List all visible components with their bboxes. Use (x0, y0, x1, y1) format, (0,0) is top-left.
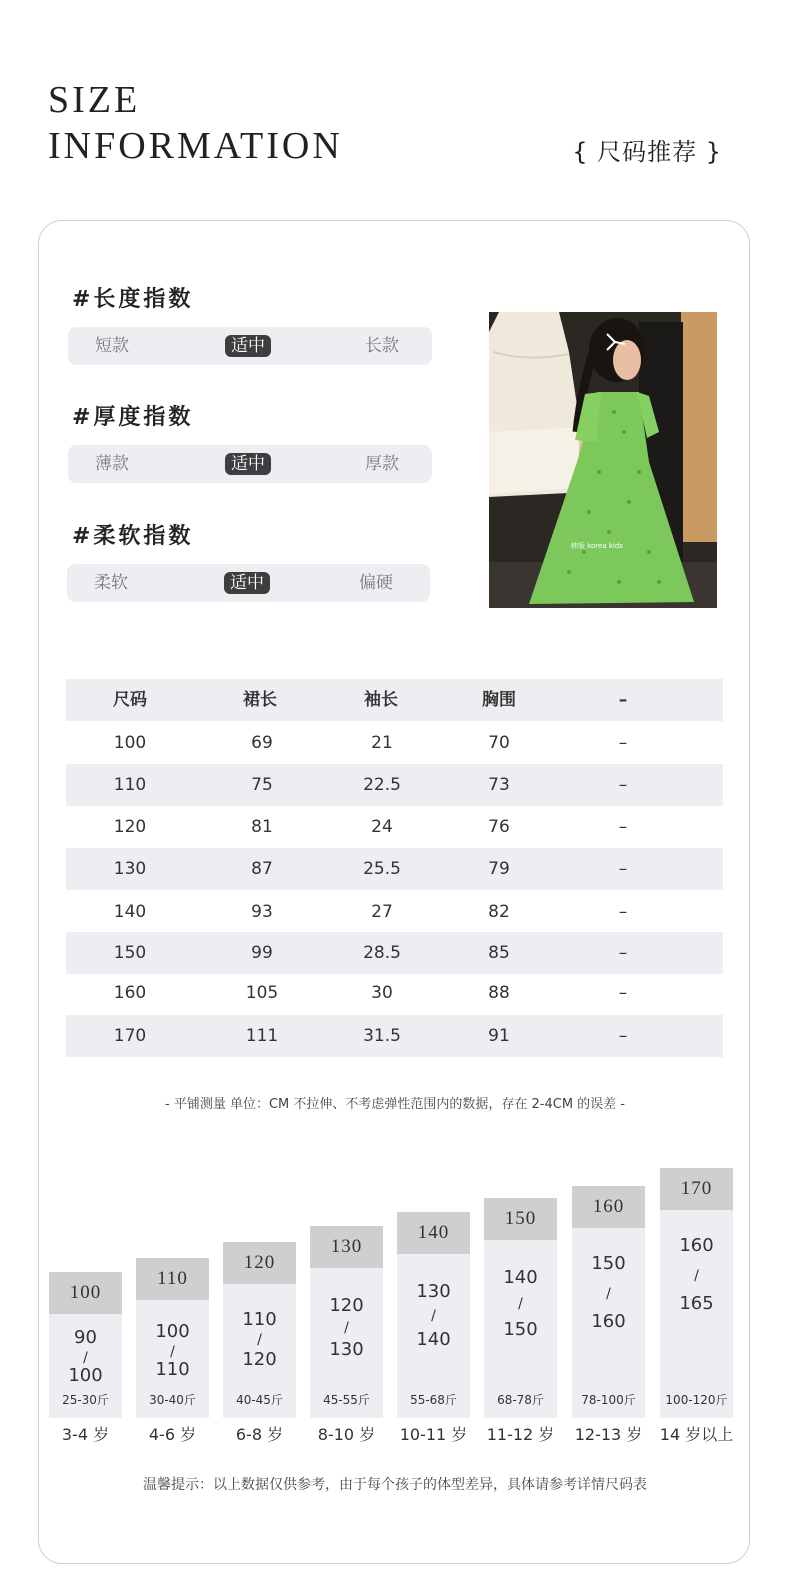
cell-sleeve-length: 25.5 (363, 859, 401, 879)
cell-size: 120 (113, 817, 147, 837)
cell-skirt-length: 105 (245, 983, 279, 1003)
softness-index-title: #柔软指数 (72, 524, 194, 549)
weight-range: 55-68斤 (410, 1393, 457, 1407)
thickness-index-bar (68, 445, 432, 483)
weight-range: 78-100斤 (581, 1393, 636, 1407)
weight-range: 30-40斤 (149, 1393, 196, 1407)
height-range-high: 150 (503, 1319, 538, 1340)
height-range-low: 150 (591, 1253, 626, 1274)
weight-range: 68-78斤 (497, 1393, 544, 1407)
table-row (66, 722, 723, 764)
title-information: INFORMATION (48, 125, 343, 167)
cell-size: 100 (113, 733, 147, 753)
range-separator: / (170, 1344, 175, 1360)
cell-sleeve-length: 31.5 (363, 1026, 401, 1046)
range-separator: / (431, 1308, 436, 1324)
cell-chest: 76 (488, 817, 510, 837)
photo-watermark: 韩版 korea kids (571, 542, 623, 550)
height-range-high: 130 (329, 1339, 364, 1360)
girl-green-dress-illustration (489, 312, 717, 608)
table-row (66, 764, 723, 806)
title-size: SIZE (48, 79, 141, 121)
cell-chest: 85 (488, 943, 510, 963)
age-label: 11-12 岁 (486, 1425, 555, 1444)
height-range-high: 160 (591, 1311, 626, 1332)
cell-size: 140 (113, 902, 147, 922)
age-label: 3-4 岁 (61, 1425, 110, 1444)
softness-option-medium-selected: 适中 (224, 572, 270, 594)
header-chest: 胸围 (482, 690, 516, 710)
cell-skirt-length: 75 (251, 775, 273, 795)
range-separator: / (606, 1286, 611, 1302)
thickness-index-title: #厚度指数 (72, 405, 194, 430)
height-column (659, 1168, 734, 1444)
table-row (66, 932, 723, 974)
height-range-low: 90 (74, 1327, 97, 1348)
age-label: 12-13 岁 (574, 1425, 643, 1444)
range-separator: / (257, 1332, 262, 1348)
weight-range: 45-55斤 (323, 1393, 370, 1407)
height-range-high: 140 (416, 1329, 451, 1350)
thickness-option-thick: 厚款 (365, 454, 399, 474)
column-size-label: 170 (660, 1168, 733, 1210)
header-extra: – (618, 690, 628, 710)
height-range-low: 120 (329, 1295, 364, 1316)
table-row (66, 891, 723, 933)
footer-tip: 温馨提示：以上数据仅供参考，由于每个孩子的体型差异，具体请参考详情尺码表 (143, 1477, 647, 1493)
height-range-low: 100 (155, 1321, 190, 1342)
height-range-low: 130 (416, 1281, 451, 1302)
softness-index-bar (67, 564, 430, 602)
cell-sleeve-length: 22.5 (363, 775, 401, 795)
column-size-label: 100 (49, 1272, 122, 1314)
column-body (310, 1268, 383, 1418)
cell-extra: – (618, 859, 628, 879)
cell-chest: 82 (488, 902, 510, 922)
column-body (397, 1254, 470, 1418)
height-column (223, 1242, 296, 1444)
table-row (66, 848, 723, 890)
subtitle-size-recommend: { 尺码推荐 } (572, 138, 722, 166)
cell-skirt-length: 87 (251, 859, 273, 879)
cell-extra: – (618, 733, 628, 753)
column-size-label: 150 (484, 1198, 557, 1240)
cell-skirt-length: 111 (245, 1026, 279, 1046)
product-photo (489, 312, 717, 608)
cell-extra: – (618, 1026, 628, 1046)
column-body (660, 1210, 733, 1418)
cell-chest: 88 (488, 983, 510, 1003)
range-separator: / (344, 1320, 349, 1336)
column-body (484, 1240, 557, 1418)
height-range-high: 100 (68, 1365, 103, 1386)
weight-range: 100-120斤 (665, 1393, 728, 1407)
column-size-label: 130 (310, 1226, 383, 1268)
table-row (66, 806, 723, 848)
cell-extra: – (618, 902, 628, 922)
size-table-header (66, 679, 723, 721)
header-sleeve-length: 袖长 (364, 690, 398, 710)
cell-size: 150 (113, 943, 147, 963)
cell-extra: – (618, 817, 628, 837)
age-label: 4-6 岁 (148, 1425, 197, 1444)
cell-size: 110 (113, 775, 147, 795)
column-body (223, 1284, 296, 1418)
cell-skirt-length: 81 (251, 817, 273, 837)
age-label: 6-8 岁 (235, 1425, 284, 1444)
column-body (572, 1228, 645, 1418)
age-label: 14 岁以上 (659, 1425, 734, 1444)
height-column (484, 1198, 557, 1444)
cell-skirt-length: 99 (251, 943, 273, 963)
column-size-label: 160 (572, 1186, 645, 1228)
softness-option-soft: 柔软 (94, 573, 128, 593)
softness-option-stiff: 偏硬 (359, 573, 393, 593)
length-option-long: 长款 (365, 336, 399, 356)
length-option-medium-selected: 适中 (225, 335, 271, 357)
height-range-high: 110 (155, 1359, 190, 1380)
header-skirt-length: 裙长 (243, 690, 277, 710)
cell-sleeve-length: 24 (371, 817, 393, 837)
header-size: 尺码 (113, 690, 147, 710)
height-column (397, 1212, 470, 1444)
range-separator: / (518, 1296, 523, 1312)
range-separator: / (694, 1268, 699, 1284)
thickness-option-thin: 薄款 (95, 454, 129, 474)
table-row (66, 972, 723, 1014)
cell-extra: – (618, 983, 628, 1003)
cell-size: 170 (113, 1026, 147, 1046)
length-option-short: 短款 (95, 336, 129, 356)
column-size-label: 140 (397, 1212, 470, 1254)
height-range-high: 165 (679, 1293, 714, 1314)
cell-sleeve-length: 21 (371, 733, 393, 753)
cell-extra: – (618, 943, 628, 963)
height-range-low: 110 (242, 1309, 277, 1330)
column-size-label: 110 (136, 1258, 209, 1300)
height-column (49, 1272, 122, 1444)
cell-sleeve-length: 27 (371, 902, 393, 922)
thickness-option-medium-selected: 适中 (225, 453, 271, 475)
height-range-high: 120 (242, 1349, 277, 1370)
cell-skirt-length: 69 (251, 733, 273, 753)
cell-chest: 73 (488, 775, 510, 795)
cell-sleeve-length: 28.5 (363, 943, 401, 963)
cell-chest: 91 (488, 1026, 510, 1046)
cell-chest: 70 (488, 733, 510, 753)
height-column (136, 1258, 209, 1444)
cell-chest: 79 (488, 859, 510, 879)
range-separator: / (83, 1350, 88, 1366)
column-body (49, 1314, 122, 1418)
measurement-note: - 平铺测量 单位：CM 不拉伸、不考虑弹性范围内的数据，存在 2-4CM 的误差 - (165, 1097, 625, 1112)
weight-range: 40-45斤 (236, 1393, 283, 1407)
cell-sleeve-length: 30 (371, 983, 393, 1003)
height-range-low: 140 (503, 1267, 538, 1288)
length-index-title: #长度指数 (72, 287, 194, 312)
column-body (136, 1300, 209, 1418)
height-column (572, 1186, 645, 1444)
cell-size: 130 (113, 859, 147, 879)
height-column (310, 1226, 383, 1444)
cell-size: 160 (113, 983, 147, 1003)
age-label: 8-10 岁 (317, 1425, 376, 1444)
length-index-bar (68, 327, 432, 365)
column-size-label: 120 (223, 1242, 296, 1284)
weight-range: 25-30斤 (62, 1393, 109, 1407)
cell-extra: – (618, 775, 628, 795)
table-row (66, 1015, 723, 1057)
height-range-low: 160 (679, 1235, 714, 1256)
age-label: 10-11 岁 (399, 1425, 468, 1444)
cell-skirt-length: 93 (251, 902, 273, 922)
